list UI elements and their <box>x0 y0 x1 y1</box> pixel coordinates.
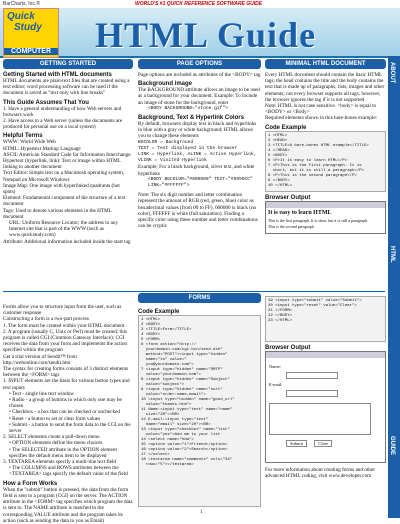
top-bar <box>0 0 400 8</box>
list-item: 1. Have a general understanding of how Web servers and browsers work <box>3 105 122 118</box>
name-field[interactable] <box>286 372 338 379</box>
forms-code-example: 1 <HTML> 2 <BODY> 3 <TITLE>Form</TITLE> 4 <BODY> 5 <FORM> 6 <form action="http:// yourdomain.com/cgi-bin/send.exe" method="POST"><input type="hidden" name="to" value=" you@yourdomain.com"> 7 <input type="hidden" name="SMTP" value="yourdomain.com"> 8 <input type="hidden" name="Subject" value="subject"> 9 <input type="hidden" name="sort" value="order:name,email"> 10 <input type="hidden" name="good_url" value="thanks.htm"> 11 Name:<input type="text" name="name" size="20"><BR> 12 E-mail:<input type="text" name="email" size="20"><BR> 13 <input type="checkbox" name="list" value="yes">Add me to your list 14 <select name="how"> 15 <option value="1">Friend</option> 16 <option value="2">Search</option> 17 </select> 18 <textarea name="comments" cols="34" rows="5"></textarea> <box>138 315 261 507</box>
output-text: This is the second paragraph. <box>268 223 315 229</box>
note: For more information about creating forms and other advanced HTML coding, visit www.developer.com <box>265 467 375 480</box>
clear-button[interactable]: Clear <box>314 440 332 447</box>
paragraph: Every HTML document should contain the basic HTML tags; the head contains the title and the body contains the text that is made up of paragraphs, lists, images and other elements; not every browser supports all tags; however, the browser ignores the tag if it is not supported <box>265 72 385 103</box>
paragraph: The BACKGROUND attribute allows an image to be used as a background for your document. Example: To include an image of stone for the background, enter <box>138 87 260 106</box>
list-item: • The SELECTED attribute in the OPTION element specifies the default menu item to be displayed <box>9 446 117 459</box>
list-item: 2. Have access to a Web server (unless the documents are produced for personal use on a local system) <box>3 118 123 131</box>
code-example: 1 <HTML> 2 <HEAD> 3 <TITLE>A bare-bones HTML example</TITLE> 4 </HEAD> 5 <BODY> 6 <P>It is easy to learn HTML</P> 7 <P>This is the first paragraph. It is short, but it is still a paragraph</P> 8 <P>This is the second paragraph</P> 9 </BODY> 10 </HTML> <box>265 131 386 192</box>
forms-text-section <box>3 304 133 524</box>
list-item: • Checkbox - a box that can be checked or unchecked <box>9 409 120 416</box>
term: Image Map: One image with hyperlinked quadrants (hot spots) <box>3 182 120 196</box>
subheading: Background, Text & Hyperlink Colors <box>138 115 244 122</box>
note: Note: HTML is not case sensitive. <body> is equal to <BODY> or <Body> <box>265 103 377 116</box>
sidebar <box>388 56 400 518</box>
list-item: • Submit - a button to send the form data to the CGI on the server <box>9 421 131 435</box>
list-item: 1. INPUT elements are the basis for various button types and text inputs <box>3 378 130 391</box>
list-item: • Text - single line text window <box>9 390 75 397</box>
output-email-label: E-mail: <box>269 382 283 388</box>
code-line: BGCOLOR = Background <box>138 139 194 145</box>
paragraph: When the "submit" button is pressed, the data from the form field is sent to a program (CGI) on the server. The ACTION attribute in the <FORM> tag specifies which program the data is sent to. The NAME attribute is matched to the corresponding VALUE attribute and the program takes its action (such as sending the data to you as Email) <box>3 486 133 524</box>
minimal-html-section <box>265 59 386 234</box>
subheading: Getting Started with HTML documents <box>3 72 112 78</box>
term: HTML: Hypertext Markup Language <box>3 145 81 152</box>
list-item: • Radio - a group of buttons in which only one may be chosen <box>9 397 122 410</box>
logo-quick: Quick <box>7 11 35 22</box>
paragraph: The syntax for creating forms consists of 3 distinct elements between the <FORM> tags <box>3 366 129 379</box>
forms-code-section <box>138 306 261 507</box>
browser-output-window <box>265 201 386 234</box>
sidebar-label-3: GUIDE <box>389 436 395 456</box>
paragraph: Required elements shown in this bare-bones example: <box>265 115 378 122</box>
page-title: HTML Guide <box>95 15 317 55</box>
output-name-label: Name: <box>269 364 281 369</box>
sidebar-label-2: HTML <box>389 246 395 263</box>
subheading: How a Form Works <box>3 480 58 487</box>
browser-output-heading: Browser Output <box>265 345 311 351</box>
logo-study: Study <box>14 22 42 33</box>
code-line: <BODY BGCOLOR="#000000" TEXT="#9999CC" LINK="#FFFFFF"> <box>148 176 253 189</box>
list-item: • Reset - a button to set or clear form values <box>9 415 101 422</box>
output-heading: It is easy to learn HTML <box>268 209 332 216</box>
term: URL: Uniform Resource Locator; the address to any Internet site that is part of the WWW (such as www.quickstudy.com) <box>9 220 119 239</box>
subheading: Background image <box>138 81 193 88</box>
page-options-section <box>138 59 261 229</box>
term: Tags: Used to denote various elements in the HTML document <box>3 207 112 220</box>
getting-started-section <box>3 59 133 245</box>
forms-browser-output <box>265 351 386 463</box>
page-number: 1 <box>200 510 203 515</box>
logo <box>3 8 59 58</box>
sidebar-label-1: ABOUT <box>389 62 395 84</box>
term: Element: Fundamental component of the structure of a text document <box>3 195 126 208</box>
output-text: This is the first paragraph. It is short, but it is still a paragraph. <box>268 217 368 223</box>
paragraph: Forms allow you to structure input from the user, such as customer response <box>3 304 122 317</box>
submit-button[interactable]: Submit <box>286 440 307 447</box>
paragraph: Example: For a black background, silver text, and white hyperlinks <box>138 164 255 177</box>
list-item: 2. A program (usually C, Unix or Perl) must be created; this program is called CGI (Common Gateway Interface); CGI receives the data from your form and implements the action specified within the program <box>3 328 128 354</box>
subheading: Helpful Terms <box>3 133 43 140</box>
term: Text Editor: Simple text on a Macintosh operating system, Notepad on Microsoft Windows <box>3 170 125 183</box>
section-header: MINIMAL HTML DOCUMENT <box>265 59 386 69</box>
list-item: 3. TEXTAREA elements specify a multi-line text field <box>3 459 117 466</box>
code-line: TEXT = Text displayed in the browser <box>138 145 238 151</box>
code-line: LINK = Hyperlink, ALINK = Active Hyperlink, VLINK = Visited Hyperlink <box>138 152 257 164</box>
list-item: • OPTION elements define the menu choices <box>9 440 103 447</box>
publisher-name: BarCharts, Inc.® <box>3 1 41 7</box>
list-item: 1. The form must be created within your HTML document <box>3 322 125 329</box>
section-header: PAGE OPTIONS <box>138 59 261 69</box>
logo-computer: COMPUTER <box>4 48 58 55</box>
term: Attribute: Additional information included inside the start tag <box>3 238 131 245</box>
list-item: • The COLUMNS and ROWS attributes between the <TEXTAREA> tags specify the default value of the field <box>9 465 128 478</box>
paragraph: Constructing a form is a two-part process <box>3 316 89 323</box>
section-header: GETTING STARTED <box>3 59 133 69</box>
term: WWW: World Wide Web <box>3 139 56 146</box>
code-example-heading: Code Example <box>265 124 307 131</box>
forms-output-section <box>265 296 386 479</box>
paragraph: Get a trial version of Sendit™ from http://webonline.com/sendit.htm <box>3 353 77 366</box>
term: Hypertext (hyperlink, link): Text or image within HTML linking to another document <box>3 158 121 171</box>
code-example-heading: Code Example <box>138 309 180 315</box>
note: Note: The six digit number and letter combination represent the amount of RGB (red, green, blue) color as hexadecimal values (from 00 to FF). 000000 is black (no color), FFFFFF is white (full saturation). Finding a specific color using these number and letter combinations can be cryptic <box>138 192 258 230</box>
list-item: 2. SELECT elements create a pull-down menu <box>3 434 100 441</box>
subheading: This Guide Assumes That You <box>3 99 89 106</box>
divider <box>3 291 385 292</box>
paragraph: HTML documents are plain-text files that are created using a text editor; word processing software can be used if the document is saved as "text only with line breaks" <box>3 78 130 97</box>
paragraph: By default, browsers display text in black and hyperlinks in blue with a gray or white background; HTML allows you to change these elements <box>138 121 257 140</box>
comments-textarea[interactable] <box>269 403 371 435</box>
term: ASCII: American Standard Code for Information Interchange <box>3 151 131 158</box>
paragraph: Page options are included as attributes of the <BODY> tag <box>138 72 261 78</box>
forms-header: FORMS <box>138 293 261 303</box>
code-line: <BODY BACKGROUND="stone.gif"> <box>148 105 228 111</box>
header <box>0 8 400 58</box>
browser-output-heading: Browser Output <box>265 194 311 201</box>
email-field[interactable] <box>286 390 338 397</box>
tagline: WORLD'S #1 QUICK REFERENCE SOFTWARE GUIDE <box>135 1 263 7</box>
forms-code-continued: 19 <input type="submit" value="Submit"> 20 <input type="reset" value="Clear"> 21 </FORM> 22 </BODY> 23 </HTML> <box>265 296 386 342</box>
